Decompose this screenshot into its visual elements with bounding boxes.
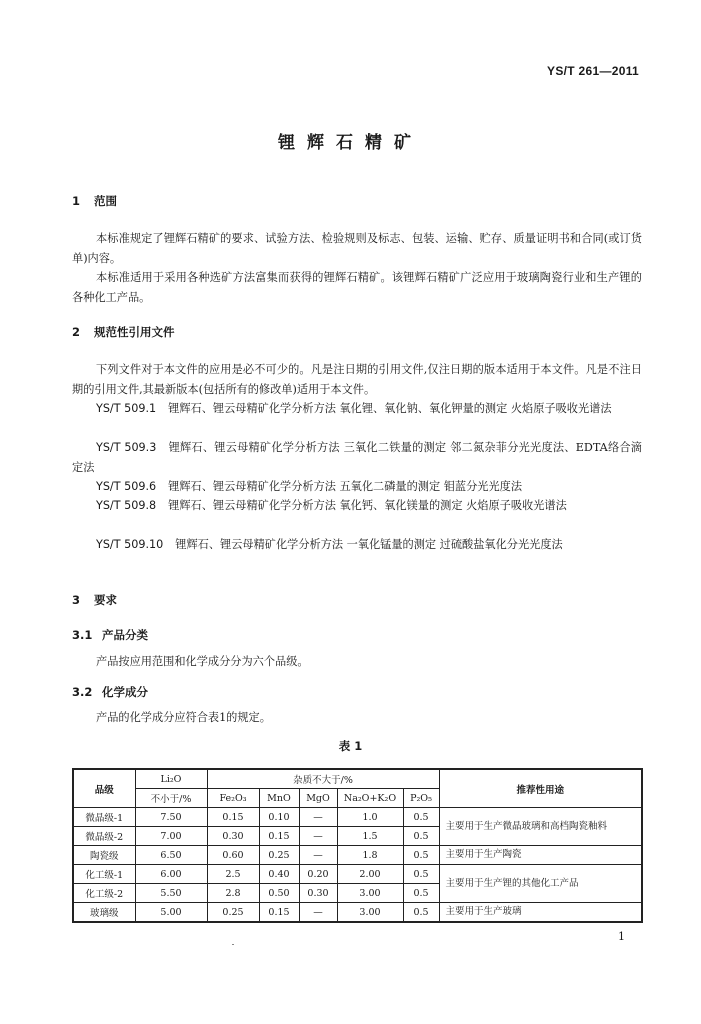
chemical-composition-table (72, 768, 643, 923)
cell-li2o: 6.50 (135, 846, 207, 865)
header-li2o: Li₂O (135, 769, 207, 789)
reference-item (72, 496, 642, 516)
cell-use: 主要用于生产锂的其他化工产品 (439, 865, 642, 903)
reference-code: YS/T 509.1 (96, 402, 157, 415)
reference-text: 锂辉石、锂云母精矿化学分析方法 五氧化二磷量的测定 钼蓝分光光度法 (168, 480, 523, 493)
section-title: 规范性引用文件 (94, 325, 175, 339)
header-mno: MnO (259, 789, 299, 808)
cell-use: 主要用于生产玻璃 (439, 903, 642, 923)
table-row (73, 903, 642, 923)
cell-p2o5: 0.5 (403, 884, 439, 903)
cell-p2o5: 0.5 (403, 846, 439, 865)
header-mgo: MgO (299, 789, 337, 808)
reference-item (72, 438, 642, 477)
cell-use: 主要用于生产微晶玻璃和高档陶瓷釉料 (439, 808, 642, 846)
section-number: 2 (72, 325, 81, 339)
cell-mgo: — (299, 846, 337, 865)
section-3-2-heading (72, 684, 148, 700)
cell-mno: 0.40 (259, 865, 299, 884)
header-fe2o3: Fe₂O₃ (207, 789, 259, 808)
section-number: 1 (72, 194, 81, 208)
cell-fe2o3: 0.30 (207, 827, 259, 846)
cell-li2o: 6.00 (135, 865, 207, 884)
document-title: 锂辉石精矿 (278, 133, 423, 153)
cell-li2o: 5.00 (135, 903, 207, 923)
classification-paragraph: 产品按应用范围和化学成分分为六个品级。 (96, 655, 309, 668)
header-li2o-unit: 不小于/% (135, 789, 207, 808)
cell-na2o-k2o: 3.00 (337, 903, 403, 923)
section-title: 产品分类 (102, 628, 148, 642)
cell-grade: 微晶级-1 (73, 808, 135, 827)
standard-code: YS/T 261—2011 (547, 64, 639, 78)
section-3-1-heading (72, 627, 148, 643)
cell-grade: 微晶级-2 (73, 827, 135, 846)
reference-code: YS/T 509.6 (96, 480, 157, 493)
cell-p2o5: 0.5 (403, 865, 439, 884)
cell-na2o-k2o: 3.00 (337, 884, 403, 903)
cell-mno: 0.50 (259, 884, 299, 903)
cell-fe2o3: 2.5 (207, 865, 259, 884)
reference-code: YS/T 509.3 (96, 441, 157, 454)
cell-grade: 化工级-1 (73, 865, 135, 884)
header-use: 推荐性用途 (439, 769, 642, 808)
reference-item (72, 477, 642, 497)
header-grade: 品级 (73, 769, 135, 808)
header-na2o-k2o: Na₂O+K₂O (337, 789, 403, 808)
section-number: 3.2 (72, 685, 93, 699)
cell-mgo: — (299, 808, 337, 827)
reference-text: 锂辉石、锂云母精矿化学分析方法 三氧化二铁量的测定 邻二氮杂菲分光光度法、EDTA络合滴定法 (72, 441, 642, 474)
cell-li2o: 5.50 (135, 884, 207, 903)
reference-code: YS/T 509.8 (96, 499, 157, 512)
cell-mgo: 0.30 (299, 884, 337, 903)
cell-fe2o3: 0.25 (207, 903, 259, 923)
header-impurity: 杂质不大于/% (207, 769, 439, 789)
table-row (73, 846, 642, 865)
cell-li2o: 7.50 (135, 808, 207, 827)
cell-grade: 玻璃级 (73, 903, 135, 923)
section-2-heading (72, 324, 175, 340)
cell-mno: 0.15 (259, 827, 299, 846)
section-title: 化学成分 (102, 685, 148, 699)
cell-use: 主要用于生产陶瓷 (439, 846, 642, 865)
reference-text: 锂辉石、锂云母精矿化学分析方法 氧化钙、氧化镁量的测定 火焰原子吸收光谱法 (168, 499, 567, 512)
normative-intro-paragraph: 下列文件对于本文件的应用是必不可少的。凡是注日期的引用文件,仅注日期的版本适用于本文件。凡是不注日期的引用文件,其最新版本(包括所有的修改单)适用于本文件。 (72, 363, 642, 396)
section-number: 3.1 (72, 628, 93, 642)
cell-fe2o3: 0.15 (207, 808, 259, 827)
reference-code: YS/T 509.10 (96, 538, 164, 551)
table-header-row (73, 769, 642, 789)
cell-mno: 0.15 (259, 903, 299, 923)
cell-grade: 化工级-2 (73, 884, 135, 903)
table-row (73, 865, 642, 884)
scope-paragraph-1: 本标准规定了锂辉石精矿的要求、试验方法、检验规则及标志、包装、运输、贮存、质量证明书和合同(或订货单)内容。 (72, 232, 642, 265)
cell-fe2o3: 0.60 (207, 846, 259, 865)
cell-p2o5: 0.5 (403, 827, 439, 846)
reference-text: 锂辉石、锂云母精矿化学分析方法 一氧化锰量的测定 过硫酸盐氧化分光光度法 (175, 538, 563, 551)
reference-item (72, 399, 642, 419)
section-1-heading (72, 193, 117, 209)
cell-mno: 0.25 (259, 846, 299, 865)
cell-li2o: 7.00 (135, 827, 207, 846)
reference-text: 锂辉石、锂云母精矿化学分析方法 氧化锂、氧化钠、氧化钾量的测定 火焰原子吸收光谱法 (168, 402, 612, 415)
composition-paragraph: 产品的化学成分应符合表1的规定。 (96, 711, 271, 724)
scan-mark (232, 944, 234, 945)
cell-mgo: — (299, 827, 337, 846)
table-caption: 表 1 (338, 739, 363, 753)
cell-mgo: — (299, 903, 337, 923)
cell-p2o5: 0.5 (403, 808, 439, 827)
table-row (73, 808, 642, 827)
cell-na2o-k2o: 1.8 (337, 846, 403, 865)
section-number: 3 (72, 593, 81, 607)
cell-mgo: 0.20 (299, 865, 337, 884)
cell-grade: 陶瓷级 (73, 846, 135, 865)
page-number: 1 (618, 930, 625, 943)
reference-item (72, 535, 642, 555)
cell-na2o-k2o: 2.00 (337, 865, 403, 884)
section-title: 范围 (94, 194, 117, 208)
section-title: 要求 (94, 593, 117, 607)
cell-mno: 0.10 (259, 808, 299, 827)
header-p2o5: P₂O₅ (403, 789, 439, 808)
cell-na2o-k2o: 1.5 (337, 827, 403, 846)
scope-paragraph-2: 本标准适用于采用各种选矿方法富集而获得的锂辉石精矿。该锂辉石精矿广泛应用于玻璃陶瓷行业和生产锂的各种化工产品。 (72, 271, 642, 304)
cell-fe2o3: 2.8 (207, 884, 259, 903)
section-3-heading (72, 592, 117, 608)
cell-p2o5: 0.5 (403, 903, 439, 923)
cell-na2o-k2o: 1.0 (337, 808, 403, 827)
